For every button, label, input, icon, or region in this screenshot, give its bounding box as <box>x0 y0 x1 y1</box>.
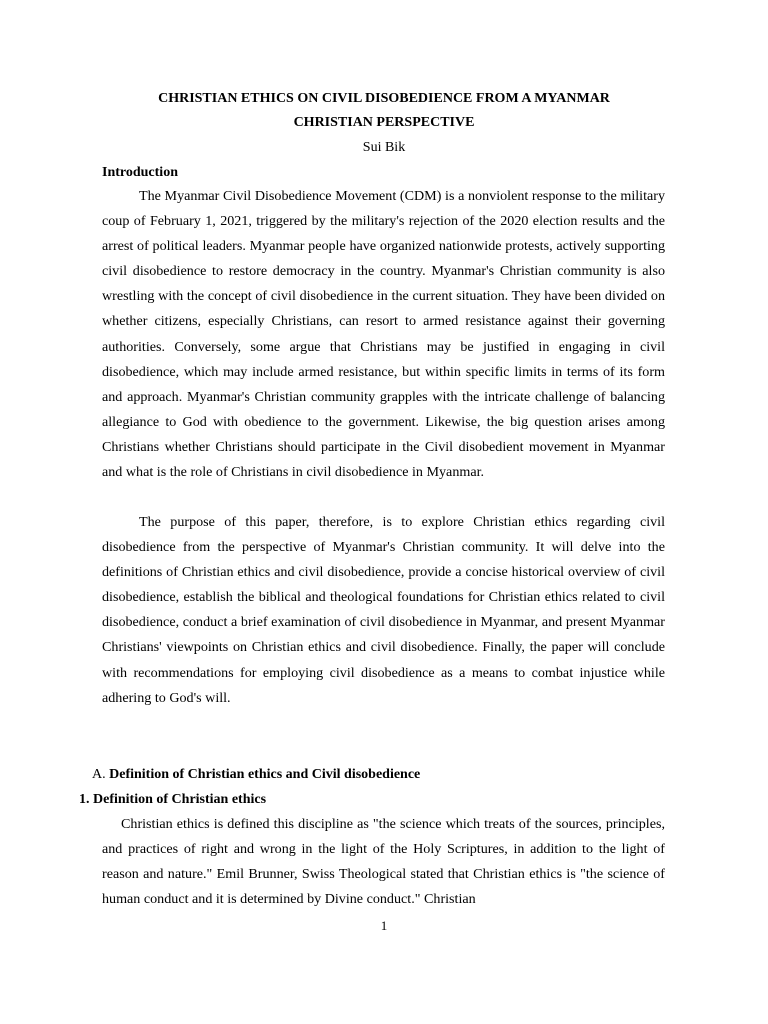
section-1-marker: 1. <box>79 792 90 807</box>
section-a-title: Definition of Christian ethics and Civil disobedience <box>109 767 421 782</box>
section-a-heading <box>92 762 420 787</box>
introduction-heading: Introduction <box>102 165 178 180</box>
title-line-1: CHRISTIAN ETHICS ON CIVIL DISOBEDIENCE FROM A MYANMAR <box>158 91 610 106</box>
author-name: Sui Bik <box>362 140 406 155</box>
section-a-marker: A. <box>92 767 106 782</box>
section-1-title: Definition of Christian ethics <box>93 792 267 807</box>
section-1-paragraph: Christian ethics is defined this discipline as "the science which treats of the sources, principles, and practices of right and wrong in the light of the Holy Scriptures, in addition to the light of reason and nature." Emil Brunner, Swiss Theological stated that Christian ethics is "the science of human conduct and it is determined by Divine conduct." Christian <box>102 816 665 908</box>
title-line-2: CHRISTIAN PERSPECTIVE <box>293 115 475 130</box>
intro-paragraph-2: The purpose of this paper, therefore, is to explore Christian ethics regarding civil disobedience from the perspective of Myanmar's Christian community. It will delve into the definitions of Christian ethics and civil disobedience, provide a concise historical overview of civil disobedience, establish the biblical and theological foundations for Christian ethics related to civil disobedience, conduct a brief examination of civil disobedience in Myanmar, and present Myanmar Christians' viewpoints on Christian ethics and civil disobedience. Finally, the paper will conclude with recommendations for employing civil disobedience as a means to combat injustice while adhering to God's will. <box>102 514 665 706</box>
intro-paragraph-1: The Myanmar Civil Disobedience Movement (CDM) is a nonviolent response to the military coup of February 1, 2021, triggered by the military's rejection of the 2020 election results and the arrest of political leaders. Myanmar people have organized nationwide protests, actively supporting civil disobedience to restore democracy in the country. Myanmar's Christian community is also wrestling with the concept of civil disobedience in the current situation. They have been divided on whether citizens, especially Christians, can resort to armed resistance against their governing authorities. Conversely, some argue that Christians may be justified in engaging in civil disobedience, which may include armed resistance, but within specific limits in terms of its form and approach. Myanmar's Christian community grapples with the intricate challenge of balancing allegiance to God with obedience to the government. Likewise, the big question arises among Christians whether Christians should participate in the Civil disobedient movement in Myanmar and what is the role of Christians in civil disobedience in Myanmar. <box>102 188 665 481</box>
page-number: 1 <box>380 918 388 933</box>
section-1-heading <box>79 787 266 812</box>
